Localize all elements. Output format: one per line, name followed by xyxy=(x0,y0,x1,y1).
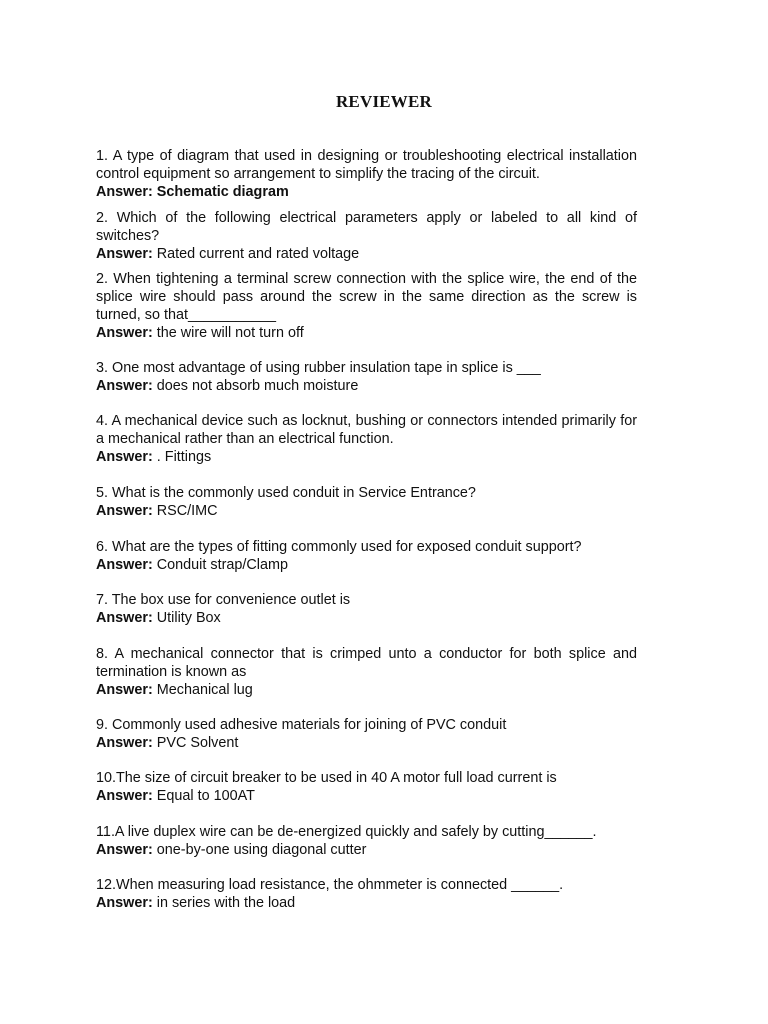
question-text: 6. What are the types of fitting commonly used for exposed conduit support? xyxy=(96,539,582,555)
answer-label: Answer: xyxy=(96,449,153,465)
qa-item-10 xyxy=(96,716,637,752)
question-text: 3. One most advantage of using rubber insulation tape in splice is ___ xyxy=(96,360,541,376)
answer-text: Mechanical lug xyxy=(156,682,253,698)
answer-text: does not absorb much moisture xyxy=(156,378,359,394)
qa-item-11 xyxy=(96,769,637,805)
qa-item-8 xyxy=(96,591,637,627)
page-title: REVIEWER xyxy=(335,92,433,111)
answer-line xyxy=(96,324,637,342)
answer-line xyxy=(96,787,637,805)
answer-text: Equal to 100AT xyxy=(156,788,255,804)
answer-line xyxy=(96,556,637,574)
question-text: 5. What is the commonly used conduit in Service Entrance? xyxy=(96,485,476,501)
answer-line xyxy=(96,609,637,627)
answer-text: one-by-one using diagonal cutter xyxy=(156,842,367,858)
answer-line xyxy=(96,502,637,520)
qa-item-12 xyxy=(96,823,637,859)
qa-item-6 xyxy=(96,484,637,520)
answer-text: PVC Solvent xyxy=(156,735,239,751)
qa-item-2 xyxy=(96,209,637,263)
answer-label: Answer: xyxy=(96,895,153,911)
answer-text: in series with the load xyxy=(156,895,296,911)
qa-item-9 xyxy=(96,645,637,699)
qa-item-5 xyxy=(96,412,637,466)
question-text: 4. A mechanical device such as locknut, bushing or connectors intended primarily for a mechanical rather than an electrical function. xyxy=(96,413,637,447)
answer-line xyxy=(96,841,637,859)
answer-label: Answer: xyxy=(96,842,153,858)
answer-text: Utility Box xyxy=(156,610,221,626)
qa-item-7 xyxy=(96,538,637,574)
answer-text: RSC/IMC xyxy=(156,503,218,519)
answer-label: Answer: xyxy=(96,325,153,341)
answer-line xyxy=(96,183,637,201)
answer-text: Conduit strap/Clamp xyxy=(156,557,288,573)
question-text: 8. A mechanical connector that is crimped unto a conductor for both splice and termination is known as xyxy=(96,646,637,680)
question-text: 7. The box use for convenience outlet is xyxy=(96,592,351,608)
answer-line xyxy=(96,245,637,263)
answer-text: Schematic diagram xyxy=(156,184,289,200)
answer-line xyxy=(96,894,637,912)
question-text: 10.The size of circuit breaker to be used in 40 A motor full load current is xyxy=(96,770,557,786)
qa-item-13 xyxy=(96,876,637,912)
qa-item-1 xyxy=(96,147,637,201)
answer-text: Rated current and rated voltage xyxy=(156,246,360,262)
qa-item-4 xyxy=(96,359,637,395)
answer-label: Answer: xyxy=(96,378,153,394)
answer-line xyxy=(96,377,637,395)
question-text: 9. Commonly used adhesive materials for joining of PVC conduit xyxy=(96,717,507,733)
answer-line xyxy=(96,448,637,466)
answer-text: the wire will not turn off xyxy=(156,325,304,341)
answer-label: Answer: xyxy=(96,682,153,698)
answer-text: . Fittings xyxy=(156,449,212,465)
question-text: 2. Which of the following electrical parameters apply or labeled to all kind of switches? xyxy=(96,210,637,244)
question-text: 12.When measuring load resistance, the ohmmeter is connected ______. xyxy=(96,877,564,893)
question-text: 1. A type of diagram that used in designing or troubleshooting electrical installation control equipment so arrangement to simplify the tracing of the circuit. xyxy=(96,148,637,182)
answer-label: Answer: xyxy=(96,557,153,573)
qa-item-3 xyxy=(96,270,637,342)
question-text: 11.A live duplex wire can be de-energized quickly and safely by cutting______. xyxy=(96,824,597,840)
answer-label: Answer: xyxy=(96,184,153,200)
answer-label: Answer: xyxy=(96,246,153,262)
answer-line xyxy=(96,734,637,752)
answer-line xyxy=(96,681,637,699)
answer-label: Answer: xyxy=(96,610,153,626)
answer-label: Answer: xyxy=(96,503,153,519)
question-text: 2. When tightening a terminal screw connection with the splice wire, the end of the splice wire should pass around the screw in the same direction as the screw is turned, so that___________ xyxy=(96,271,637,323)
answer-label: Answer: xyxy=(96,788,153,804)
answer-label: Answer: xyxy=(96,735,153,751)
